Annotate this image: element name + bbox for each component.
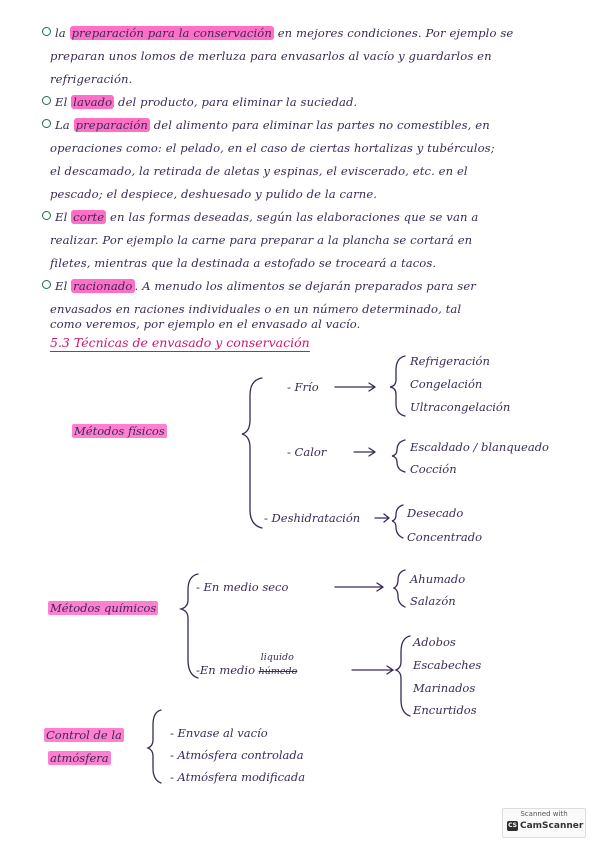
item-escaldado: Escaldado / blanqueado <box>410 440 549 454</box>
highlight: lavado <box>73 95 113 109</box>
paragraph-4-line-2: realizar. Por ejemplo la carne para preparar a la plancha se cortará en <box>50 233 473 247</box>
paragraph-5-line-1: El racionado . A menudo los alimentos se dejarán preparados para ser <box>42 279 476 293</box>
paragraph-5-line-2: envasados en raciones individuales o en un número determinado, tal <box>50 302 462 316</box>
label-metodos-fisicos: Métodos físicos <box>74 424 165 438</box>
branch-calor: - Calor <box>287 445 327 459</box>
brace-seco <box>394 570 405 607</box>
humedo-struck: húmedo <box>258 666 298 677</box>
paragraph-3-line-1: La preparación del alimento para eliminar las partes no comestibles, en <box>42 118 490 132</box>
paragraph-3-line-2: operaciones como: el pelado, en el caso de ciertas hortalizas y tubérculos; <box>50 141 495 155</box>
branch-deshidratacion: - Deshidratación <box>264 511 361 525</box>
highlight: preparación <box>75 118 148 132</box>
branch-medio-liquido: -En medio liquido húmedo <box>196 652 298 677</box>
item-encurtidos: Encurtidos <box>413 703 477 717</box>
label-metodos-quimicos: Métodos químicos <box>50 601 157 615</box>
paragraph-1-line-3: refrigeración. <box>50 72 133 86</box>
branch-medio-seco: - En medio seco <box>196 580 289 594</box>
label-control-atmosfera-1: Control de la <box>46 728 122 742</box>
camscanner-logo-icon: CS <box>508 822 517 829</box>
item-adobos: Adobos <box>413 635 456 649</box>
item-congelacion: Congelación <box>410 377 483 391</box>
paragraph-1-line-1: la preparación para la conservación en mejores condiciones. Por ejemplo se <box>42 26 513 40</box>
arrow-calor <box>354 448 375 456</box>
highlight: preparación para la conservación <box>71 26 272 40</box>
item-atmosfera-modificada: - Atmósfera modificada <box>170 770 306 784</box>
item-desecado: Desecado <box>407 506 464 520</box>
item-coccion: Cocción <box>410 462 457 476</box>
camscanner-label: CamScanner <box>520 821 584 831</box>
paragraph-4-line-1: El corte en las formas deseadas, según las elaboraciones que se van a <box>42 210 478 224</box>
branch-frio: - Frío <box>287 380 319 394</box>
item-envase-vacio: - Envase al vacío <box>170 726 268 740</box>
item-ahumado: Ahumado <box>410 572 466 586</box>
item-marinados: Marinados <box>413 681 476 695</box>
brace-atmosfera <box>148 710 161 783</box>
camscanner-badge <box>502 808 586 838</box>
brace-frio <box>390 356 405 416</box>
item-atmosfera-controlada: - Atmósfera controlada <box>170 748 304 762</box>
item-ultracongelacion: Ultracongelación <box>410 400 511 414</box>
brace-fisicos <box>242 378 262 528</box>
label-control-atmosfera-2: atmósfera <box>50 751 109 765</box>
liquido-correction: liquido <box>260 652 294 663</box>
section-title: 5.3 Técnicas de envasado y conservación <box>50 335 310 350</box>
paragraph-4-line-3: filetes, mientras que la destinada a estofado se troceará a tacos. <box>50 256 437 270</box>
item-refrigeracion: Refrigeración <box>410 354 490 368</box>
paragraph-3-line-4: pescado; el despiece, deshuesado y pulido de la carne. <box>50 187 378 201</box>
item-concentrado: Concentrado <box>407 530 483 544</box>
paragraph-2: El lavado del producto, para eliminar la suciedad. <box>42 95 357 109</box>
paragraph-1-line-2: preparan unos lomos de merluza para envasarlos al vacío y guardarlos en <box>50 49 492 63</box>
paragraph-3-line-3: el descamado, la retirada de aletas y espinas, el eviscerado, etc. en el <box>50 164 468 178</box>
paragraph-5-line-3: como veremos, por ejemplo en el envasado al vacío. <box>50 317 361 331</box>
brace-calor <box>392 440 405 472</box>
scanned-with-label: Scanned with <box>520 810 568 818</box>
brace-liquido <box>396 636 410 716</box>
arrow-seco <box>335 583 383 591</box>
highlight: racionado <box>73 279 133 293</box>
arrow-liquido <box>352 666 393 674</box>
arrow-deshid <box>375 514 389 522</box>
item-salazon: Salazón <box>410 594 456 608</box>
arrow-frio <box>335 383 375 391</box>
item-escabeches: Escabeches <box>413 658 482 672</box>
brace-deshid <box>392 505 403 538</box>
highlight: corte <box>73 210 105 224</box>
